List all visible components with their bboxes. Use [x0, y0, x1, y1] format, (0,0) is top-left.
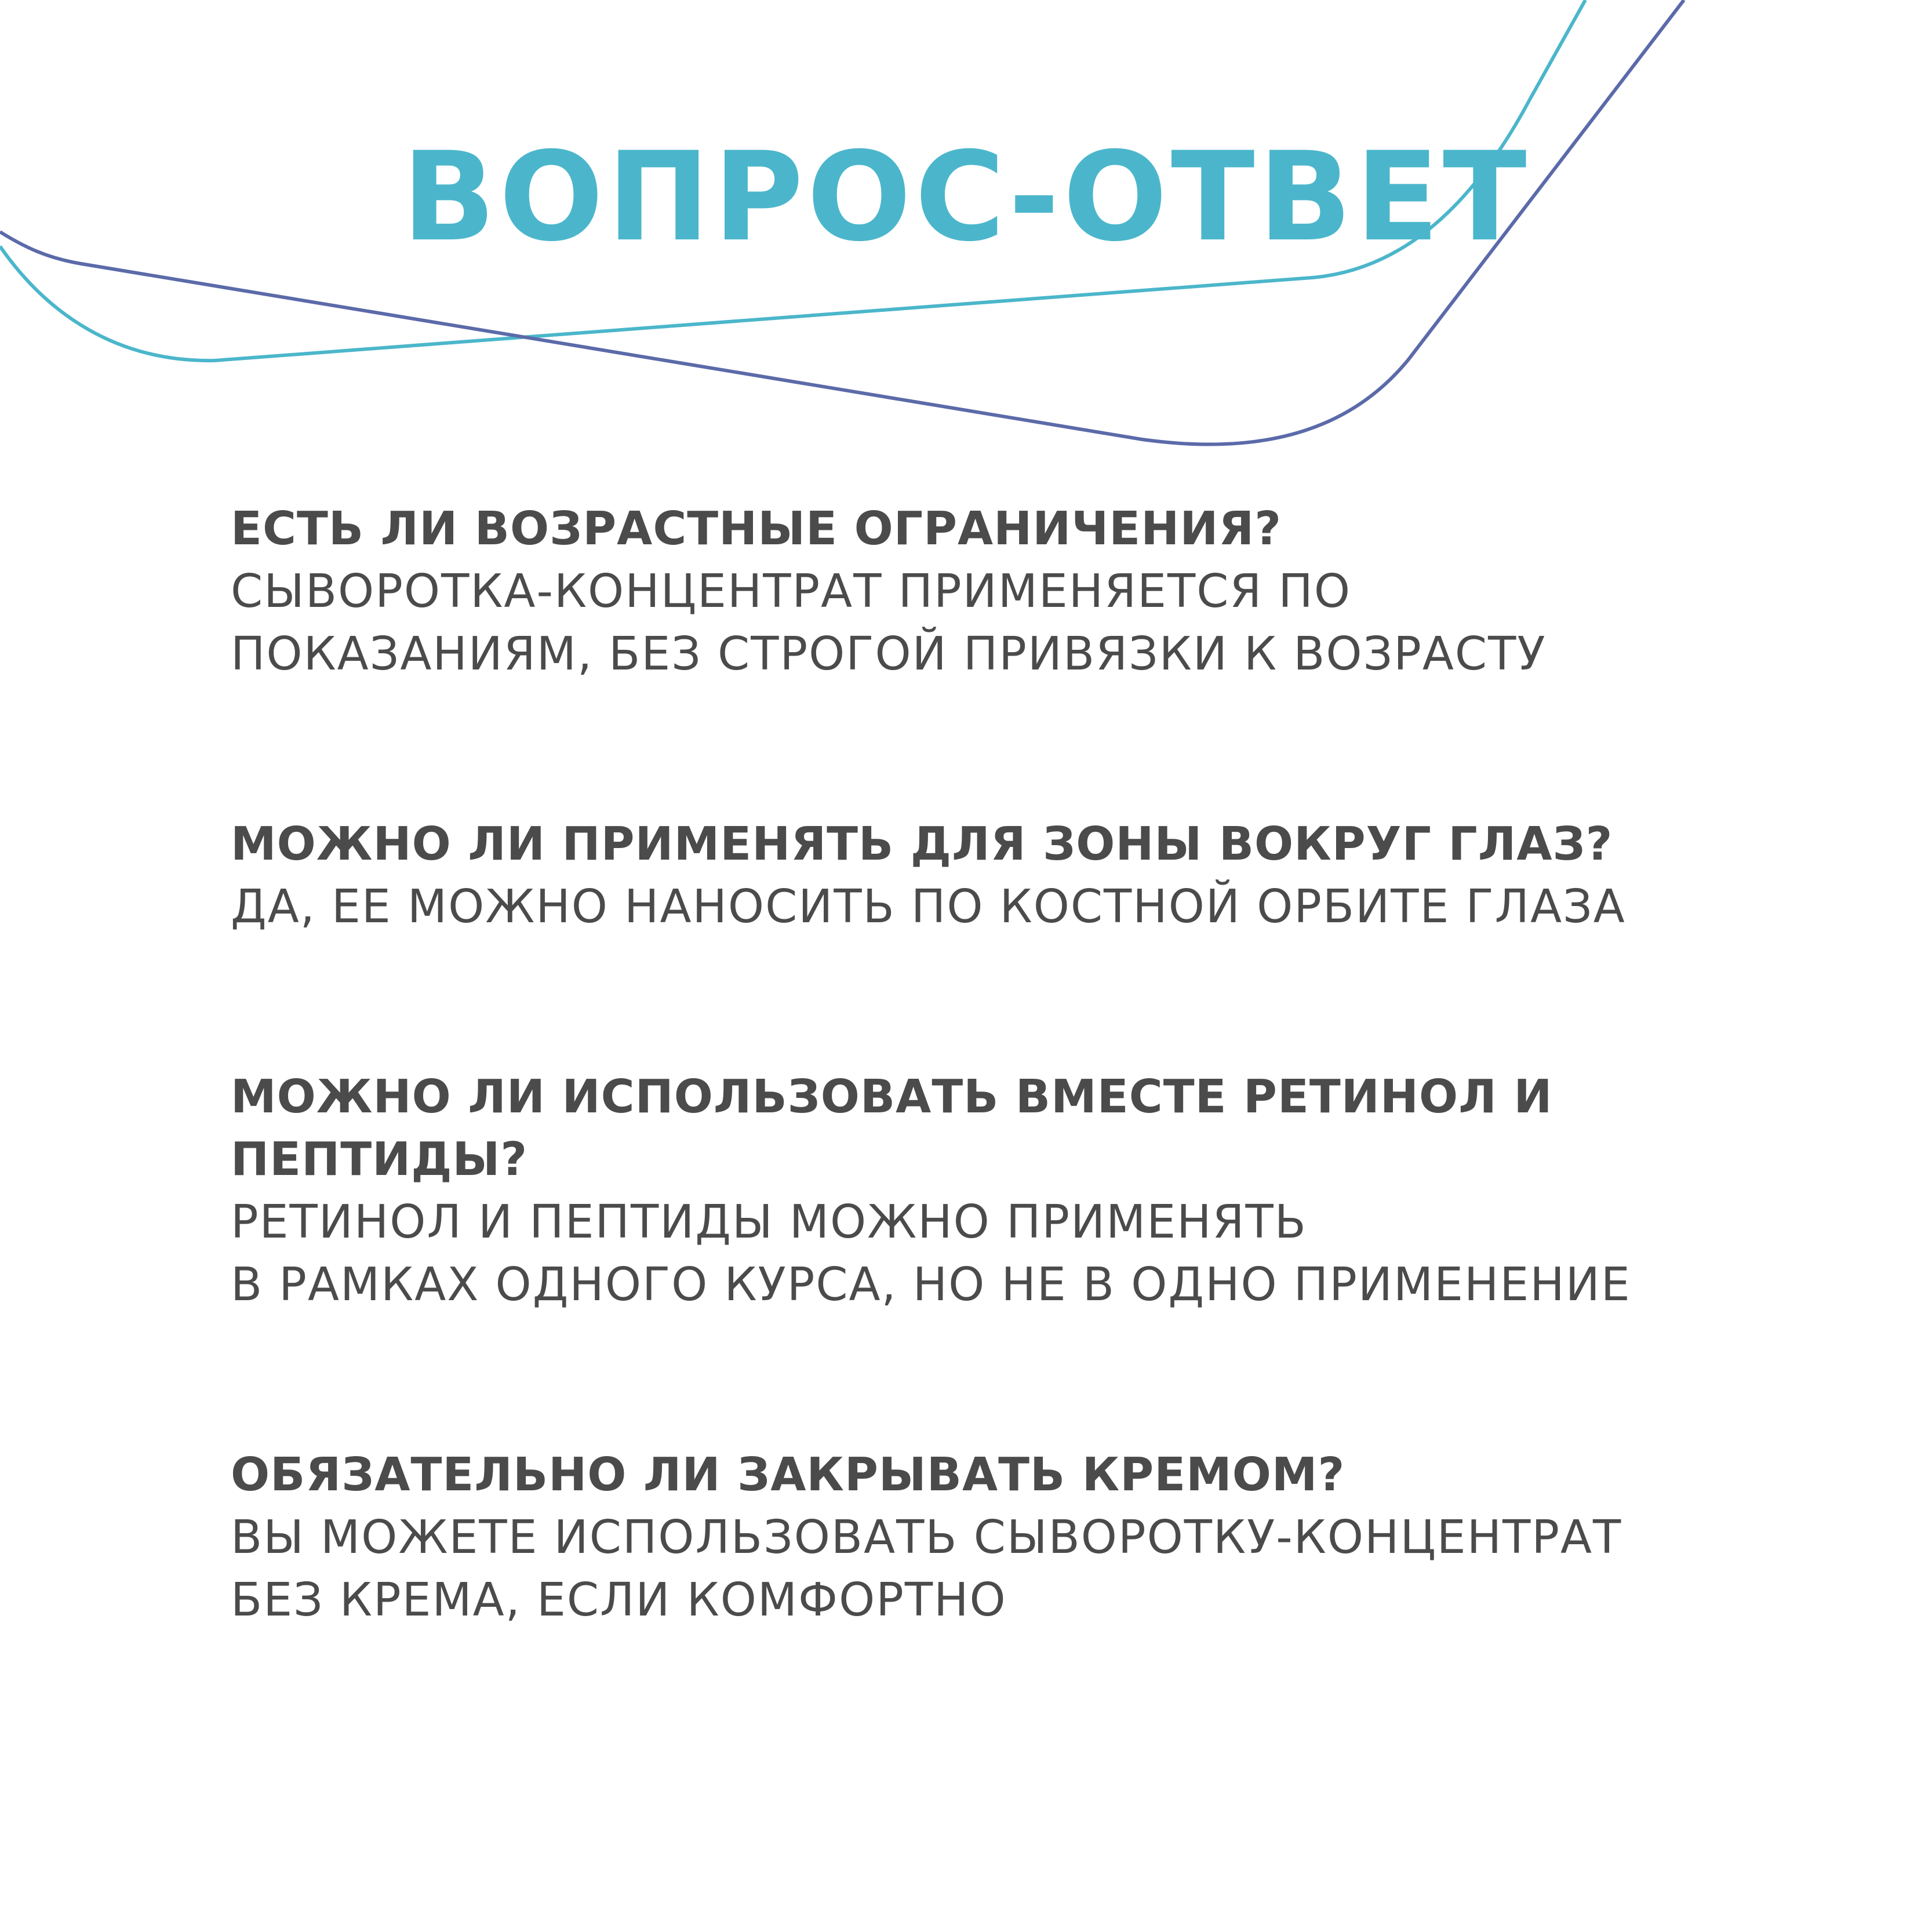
faq-answer: СЫВОРОТКА-КОНЦЕНТРАТ ПРИМЕНЯЕТСЯ ПО	[231, 565, 1352, 618]
faq-question: ОБЯЗАТЕЛЬНО ЛИ ЗАКРЫВАТЬ КРЕМОМ?	[231, 1448, 1345, 1501]
faq-question: МОЖНО ЛИ ПРИМЕНЯТЬ ДЛЯ ЗОНЫ ВОКРУГ ГЛАЗ?	[231, 817, 1613, 871]
faq-answer: ДА, ЕЕ МОЖНО НАНОСИТЬ ПО КОСТНОЙ ОРБИТЕ ГЛАЗА	[231, 880, 1626, 933]
faq-question: МОЖНО ЛИ ИСПОЛЬЗОВАТЬ ВМЕСТЕ РЕТИНОЛ И	[231, 1070, 1553, 1123]
faq-question: ПЕПТИДЫ?	[231, 1133, 528, 1186]
faq-item	[231, 1065, 1854, 1316]
faq-list	[231, 497, 1854, 1631]
faq-answer: БЕЗ КРЕМА, ЕСЛИ КОМФОРТНО	[231, 1573, 1007, 1627]
faq-item	[231, 497, 1854, 685]
faq-question: ЕСТЬ ЛИ ВОЗРАСТНЫЕ ОГРАНИЧЕНИЯ?	[231, 502, 1282, 555]
faq-item	[231, 1443, 1854, 1631]
faq-answer: ВЫ МОЖЕТЕ ИСПОЛЬЗОВАТЬ СЫВОРОТКУ-КОНЦЕНТРАТ	[231, 1511, 1622, 1564]
page-title: ВОПРОС-ОТВЕТ	[402, 125, 1530, 268]
faq-answer: РЕТИНОЛ И ПЕПТИДЫ МОЖНО ПРИМЕНЯТЬ	[231, 1195, 1307, 1249]
faq-answer: ПОКАЗАНИЯМ, БЕЗ СТРОГОЙ ПРИВЯЗКИ К ВОЗРАСТУ	[231, 627, 1547, 681]
faq-item	[231, 813, 1854, 938]
faq-answer: В РАМКАХ ОДНОГО КУРСА, НО НЕ В ОДНО ПРИМЕНЕНИЕ	[231, 1258, 1631, 1311]
